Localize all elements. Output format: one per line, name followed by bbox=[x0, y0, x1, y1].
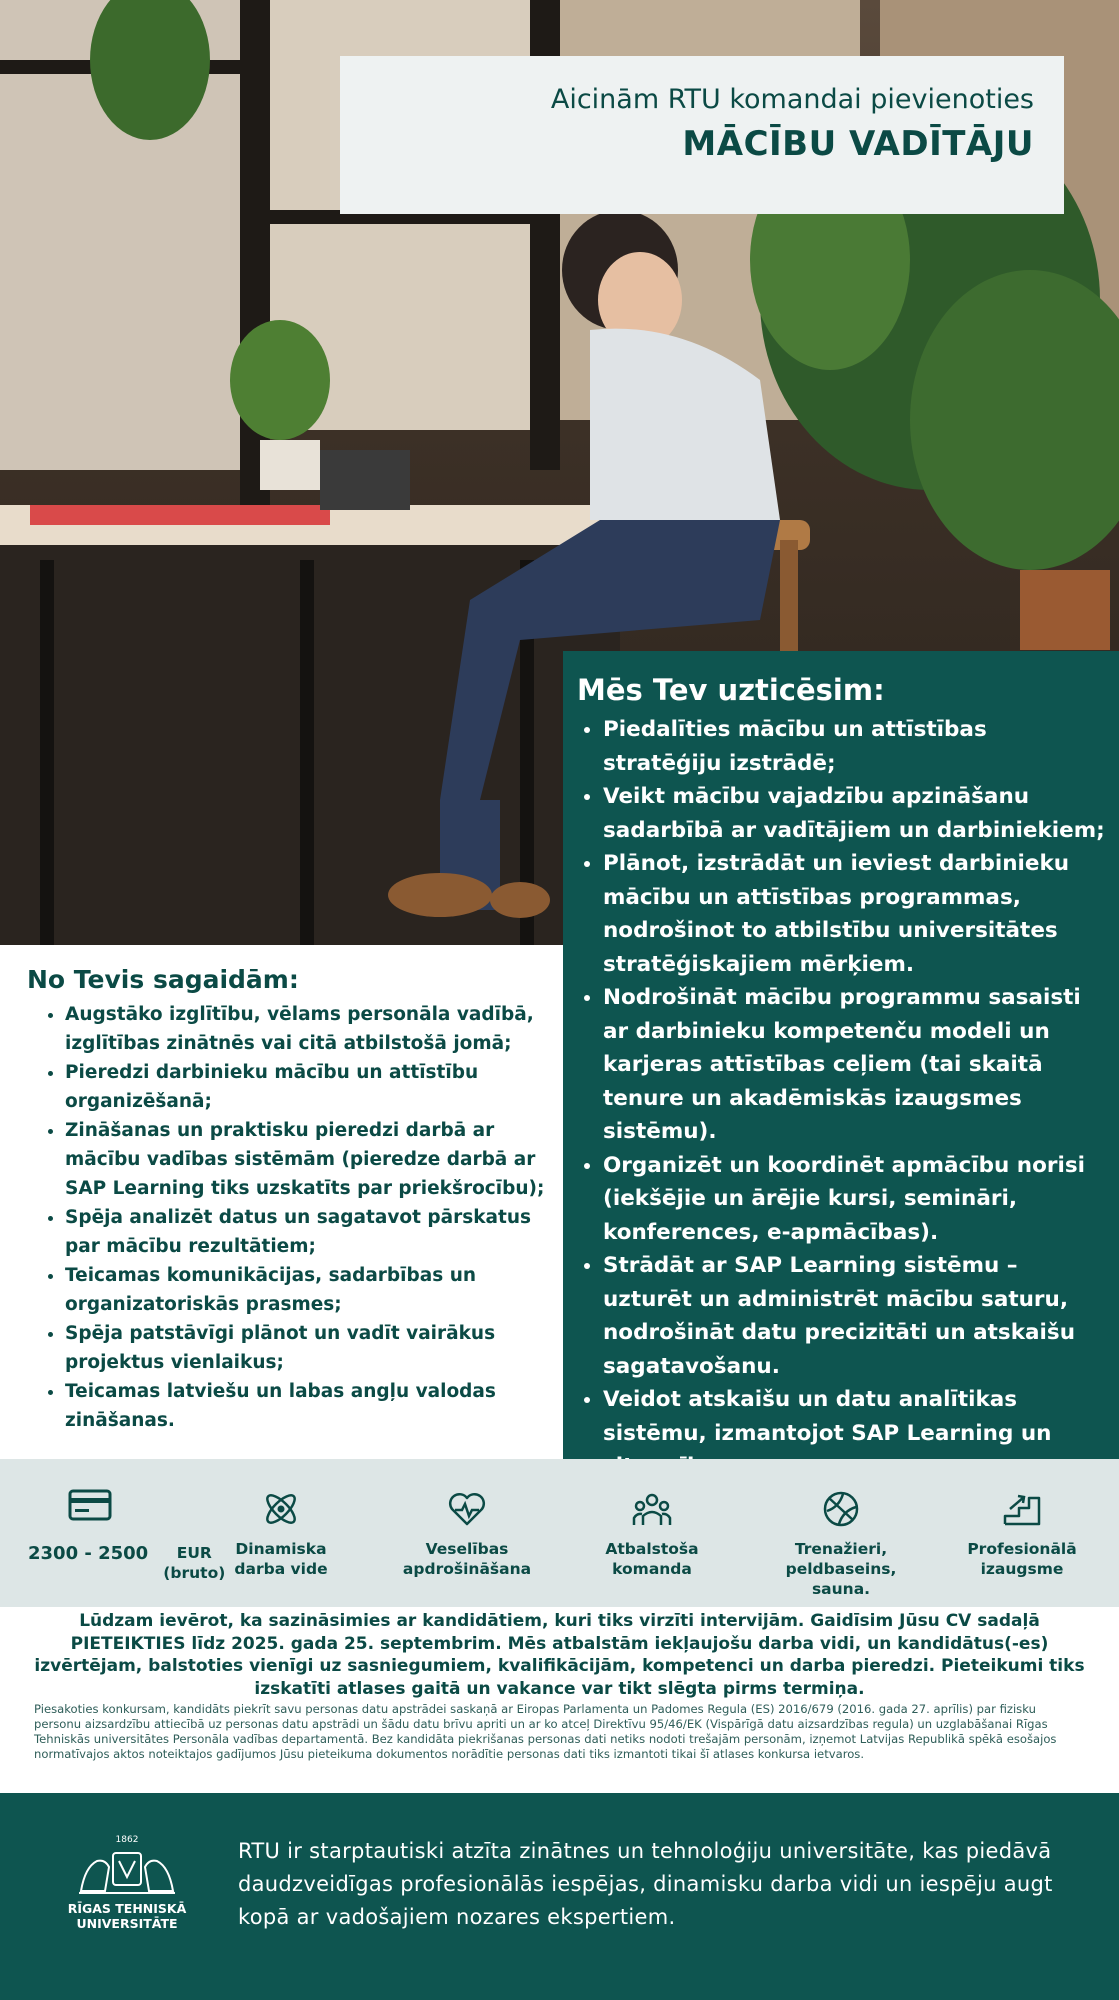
benefit-label: Veselības bbox=[425, 1540, 509, 1558]
job-title: MĀCĪBU VADĪTĀJU bbox=[682, 124, 1034, 165]
notice-main-text: Lūdzam ievērot, ka sazināsimies ar kandidātiem, kuri tiks virzīti intervijām. Gaidīsim Jūsu CV sadaļā PIETEIKTIES līdz 2025. gada 25. septembrim. Mēs atbalstām iekļaujošu darba vidi, un kandidātus(-es) izvērtējam, balstoties vienīgi uz sasniegumiem, kvalifikācijām, kompetenci un darba pieredzi. Pieteikumi tiks izskatīti atlases gaitā un vakance var tikt slēgta pirms termiņa. bbox=[34, 1611, 1085, 1699]
credit-card-icon bbox=[68, 1489, 112, 1521]
list-item: • Zināšanas un praktisku pieredzi darbā ar mācību vadības sistēmām (pieredze darbā ar SAP Learning tiks uzskatīts par priekšrocību); bbox=[65, 1116, 553, 1203]
benefit-label: izaugsme bbox=[980, 1560, 1064, 1578]
list-item: • Teicamas latviešu un labas angļu valodas zināšanas. bbox=[65, 1377, 553, 1435]
title-subtitle: Aicinām RTU komandai pievienoties bbox=[550, 84, 1034, 115]
heartbeat-icon bbox=[447, 1489, 487, 1529]
list-item: • Strādāt ar SAP Learning sistēmu – uzturēt un administrēt mācību saturu, nodrošināt datu precizitāti un atskaišu sagatavošanu. bbox=[603, 1249, 1109, 1383]
benefit-label: Dinamiska bbox=[235, 1540, 327, 1558]
coat-of-arms-icon bbox=[75, 1847, 179, 1897]
ball-icon bbox=[821, 1489, 861, 1529]
benefit-label: darba vide bbox=[234, 1560, 328, 1578]
salary-amount: 2300 - 2500 bbox=[28, 1543, 149, 1564]
application-notice bbox=[34, 1610, 1085, 1762]
footer bbox=[0, 1793, 1119, 2000]
logo-name-line1: RĪGAS TEHNISKĀ bbox=[67, 1901, 187, 1916]
stairs-icon bbox=[1002, 1489, 1042, 1529]
privacy-fine-print: Piesakoties konkursam, kandidāts piekrīt savu personas datu apstrādei saskaņā ar Eiropas Parlamenta un Padomes Regula (ES) 2016/679 (2016. gada 27. aprīlis) par fizisku personu aizsardzību attiecībā uz personas datu apstrādi un šādu datu brīvu apriti un ar ko atceļ Direktīvu 95/46/EK (Vispārīgā datu aizsardzības regula) un uzglabāšanai Rīgas Tehniskās universitātes Personāla vadības departamentā. Bez kandidāta piekrišanas personas dati netiks nodoti trešajām personām, izņemot Latvijas Republikā spēkā esošajos normatīvajos aktos noteiktajos gadījumos Jūsu pieteikuma dokumentos norādītie personas dati tiks izmantoti tikai šī atlases konkursa ietvaros. bbox=[34, 1702, 1057, 1761]
benefit-supportive-team bbox=[567, 1489, 737, 1579]
benefit-sports-facilities bbox=[756, 1489, 926, 1599]
benefit-professional-growth bbox=[937, 1489, 1107, 1579]
atom-icon bbox=[261, 1489, 301, 1529]
benefit-dynamic-environment bbox=[196, 1489, 366, 1579]
benefit-health-insurance bbox=[382, 1489, 552, 1579]
benefit-label: komanda bbox=[612, 1560, 692, 1578]
list-item: • Spēja analizēt datus un sagatavot pārskatus par mācību rezultātiem; bbox=[65, 1203, 553, 1261]
benefit-label: Trenažieri, bbox=[794, 1540, 888, 1558]
list-item: • Veikt mācību vajadzību apzināšanu sadarbībā ar vadītājiem un darbiniekiem; bbox=[603, 780, 1109, 847]
benefit-label: peldbaseins, sauna. bbox=[785, 1560, 897, 1598]
list-item: • Plānot, izstrādāt un ieviest darbinieku mācību un attīstības programmas, nodrošinot to atbilstību universitātes stratēģiskajiem mērķiem. bbox=[603, 847, 1109, 981]
logo-year: 1862 bbox=[115, 1835, 139, 1845]
footer-description: RTU ir starptautiski atzīta zinātnes un tehnoloģiju universitāte, kas piedāvā daudzveidīgas profesionālās iespējas, dinamisku darba vidi un iespēju augt kopā ar vadošajiem nozares ekspertiem. bbox=[238, 1839, 1053, 1929]
responsibilities-heading: Mēs Tev uzticēsim: bbox=[577, 673, 885, 707]
list-item: • Organizēt un koordinēt apmācību norisi (iekšējie un ārējie kursi, semināri, konferences, e-apmācības). bbox=[603, 1149, 1109, 1250]
logo-name-line2: UNIVERSITĀTE bbox=[76, 1916, 178, 1931]
benefits-strip bbox=[0, 1459, 1119, 1607]
team-icon bbox=[632, 1489, 672, 1529]
list-item: • Augstāko izglītību, vēlams personāla vadībā, izglītības zinātnēs vai citā atbilstošā jomā; bbox=[65, 1000, 553, 1058]
list-item: • Spēja patstāvīgi plānot un vadīt vairākus projektus vienlaikus; bbox=[65, 1319, 553, 1377]
benefit-label: Atbalstoša bbox=[605, 1540, 699, 1558]
responsibilities-list bbox=[577, 713, 1109, 1484]
benefit-label: apdrošināšana bbox=[402, 1560, 532, 1578]
responsibilities-panel bbox=[563, 651, 1119, 1459]
rtu-logo bbox=[62, 1835, 192, 1931]
list-item: • Piedalīties mācību un attīstības stratēģiju izstrādē; bbox=[603, 713, 1109, 780]
salary-note: (bruto) bbox=[163, 1564, 226, 1582]
requirements-heading: No Tevis sagaidām: bbox=[27, 965, 299, 994]
benefit-label: Profesionālā bbox=[967, 1540, 1077, 1558]
list-item: • Nodrošināt mācību programmu sasaisti ar darbinieku kompetenču modeli un karjeras attīstības ceļiem (tai skaitā tenure un akadēmiskās izaugsmes sistēmu). bbox=[603, 981, 1109, 1149]
requirements-panel bbox=[0, 945, 563, 1459]
title-box bbox=[340, 56, 1064, 214]
list-item: • Pieredzi darbinieku mācību un attīstību organizēšanā; bbox=[65, 1058, 553, 1116]
list-item: • Veidot atskaišu un datu analītikas sistēmu, izmantojot SAP Learning un bbox=[603, 1383, 1109, 1484]
list-item: • Teicamas komunikācijas, sadarbības un organizatoriskās prasmes; bbox=[65, 1261, 553, 1319]
salary-currency: EUR bbox=[176, 1544, 212, 1562]
requirements-list bbox=[27, 1000, 553, 1435]
